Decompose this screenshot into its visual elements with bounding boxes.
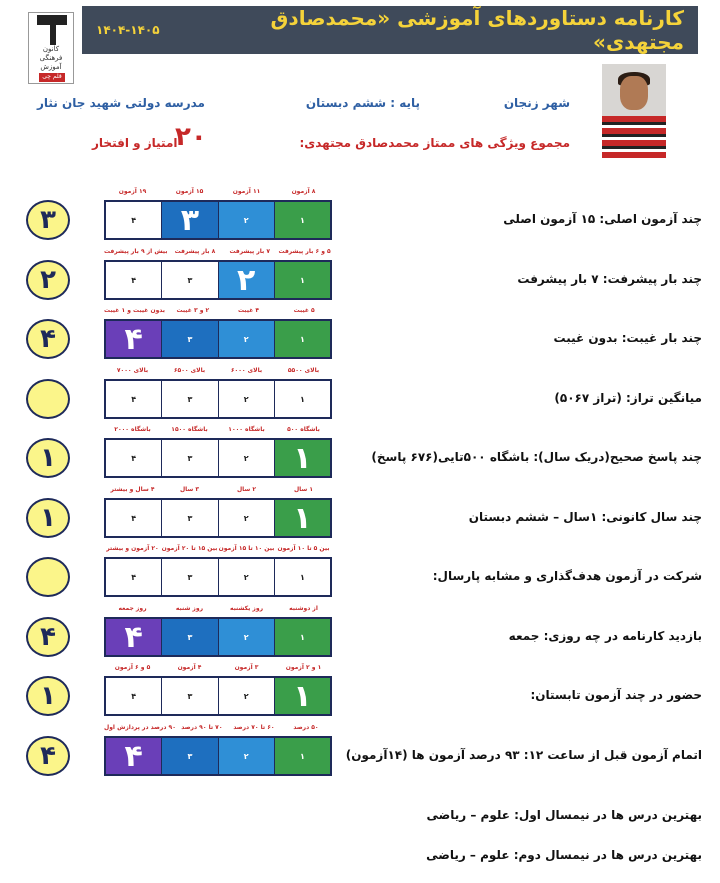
scale-label: بیش از ۹ بار پیشرفت bbox=[104, 248, 168, 255]
score-cell: ۱ bbox=[274, 262, 330, 298]
question-label: بازدید کارنامه در چه روزی: جمعه bbox=[508, 629, 702, 643]
scale-label: روز یکشنبه bbox=[229, 605, 264, 612]
row-scale-labels bbox=[104, 664, 332, 671]
scale-label: روز جمعه bbox=[118, 605, 147, 612]
score-cell: ۴ bbox=[106, 559, 161, 595]
score-cell: ۳ bbox=[161, 559, 217, 595]
graduation-cap-icon bbox=[37, 15, 67, 25]
title-bar bbox=[82, 6, 698, 54]
scale-label: بدون غیبت و ۱ غیبت bbox=[104, 307, 166, 314]
best-subjects-second: بهترین درس ها در نیمسال دوم: علوم – ریاضی bbox=[426, 848, 702, 862]
score-circle: ۲ bbox=[26, 260, 70, 300]
score-cell: ۱ bbox=[274, 738, 330, 774]
score-cell: ۲ bbox=[218, 500, 274, 536]
row-scale-labels bbox=[104, 307, 332, 314]
score-cell: ۱ bbox=[274, 559, 330, 595]
score-bar bbox=[104, 200, 332, 240]
score-cell: ۴ bbox=[106, 678, 161, 714]
row-scale-labels bbox=[104, 605, 332, 612]
score-cell-active: ۴ bbox=[106, 738, 161, 774]
score-cell: ۲ bbox=[218, 202, 274, 238]
score-cell: ۳ bbox=[161, 381, 217, 417]
scale-label: ۴ غیبت bbox=[237, 307, 260, 314]
score-cell-active: ۱ bbox=[274, 440, 330, 476]
scale-label: بالای ۵۵۰۰ bbox=[287, 367, 320, 374]
logo: کانون فرهنگی آموزش قلم چی bbox=[28, 12, 74, 84]
question-label: میانگین تراز: (تراز ۵۰۶۷) bbox=[554, 391, 702, 405]
page-title: کارنامه دستاوردهای آموزشی «محمدصادق مجتهدی» bbox=[270, 6, 684, 54]
question-label: چند بار غیبت: بدون غیبت bbox=[553, 331, 702, 345]
score-bar bbox=[104, 438, 332, 478]
scale-label: ۳ آزمون bbox=[234, 664, 259, 671]
row-scale-labels bbox=[104, 545, 332, 552]
score-cell: ۳ bbox=[161, 619, 217, 655]
score-cell: ۲ bbox=[218, 559, 274, 595]
total-score: ۲۰ bbox=[175, 122, 207, 152]
score-circle: ۱ bbox=[26, 676, 70, 716]
score-cell: ۳ bbox=[161, 500, 217, 536]
row-scale-labels bbox=[104, 724, 332, 731]
score-cell: ۱ bbox=[274, 619, 330, 655]
score-cell: ۳ bbox=[161, 321, 217, 357]
question-label: چند سال کانونی: ۱سال – ششم دبستان bbox=[468, 510, 702, 524]
score-bar bbox=[104, 736, 332, 776]
score-cell: ۲ bbox=[218, 440, 274, 476]
school-label: مدرسه دولتی شهید جان نثار bbox=[37, 96, 205, 110]
scale-label: ۲ و ۳ غیبت bbox=[176, 307, 210, 314]
scale-label: ۲ سال bbox=[236, 486, 257, 493]
row-scale-labels bbox=[104, 248, 332, 255]
score-cell: ۱ bbox=[274, 321, 330, 357]
scale-label: ۱۱ آزمون bbox=[232, 188, 261, 195]
score-bar bbox=[104, 260, 332, 300]
scale-label: ۴ سال و بیشتر bbox=[110, 486, 155, 493]
score-cell: ۲ bbox=[218, 321, 274, 357]
scale-label: ۹۰ درصد در پرداز‌ش اول bbox=[103, 724, 176, 731]
scale-label: از دوشنبه bbox=[289, 605, 318, 612]
score-cell: ۴ bbox=[106, 500, 161, 536]
question-label: اتمام آزمون قبل از ساعت ۱۲: ۹۳ درصد آزمون ها (۱۴آزمون) bbox=[345, 748, 702, 762]
score-circle: ۳ bbox=[26, 200, 70, 240]
score-circle: ۱ bbox=[26, 498, 70, 538]
score-bar bbox=[104, 557, 332, 597]
scale-label: باشگاه ۱۵۰۰ bbox=[171, 426, 208, 433]
city-label: شهر زنجان bbox=[503, 96, 570, 110]
score-bar bbox=[104, 379, 332, 419]
scale-label: باشگاه ۵۰۰ bbox=[287, 426, 320, 433]
scale-label: بالای ۷۰۰۰ bbox=[116, 367, 149, 374]
question-label: چند بار پیشرفت: ۷ بار پیشرفت bbox=[517, 272, 702, 286]
score-cell-active: ۱ bbox=[274, 500, 330, 536]
scale-label: ۴ آزمون bbox=[177, 664, 202, 671]
scale-label: ۵۰ درصد bbox=[293, 724, 319, 731]
score-cell: ۳ bbox=[161, 440, 217, 476]
score-bar bbox=[104, 498, 332, 538]
score-cell: ۳ bbox=[161, 678, 217, 714]
score-cell: ۳ bbox=[161, 738, 217, 774]
scale-label: ۲۰ آزمون و بیشتر bbox=[106, 545, 159, 552]
score-cell: ۲ bbox=[218, 381, 274, 417]
scale-label: ۸ بار پیشرفت bbox=[174, 248, 216, 255]
features-label: مجموع ویژگی های ممتاز محمدصادق مجتهدی: bbox=[299, 136, 570, 150]
score-bar bbox=[104, 319, 332, 359]
question-label: حضور در چند آزمون تابستان: bbox=[530, 688, 702, 702]
score-cell: ۴ bbox=[106, 381, 161, 417]
score-circle bbox=[26, 557, 70, 597]
score-circle: ۴ bbox=[26, 736, 70, 776]
score-cell-active: ۲ bbox=[218, 262, 274, 298]
score-cell-active: ۳ bbox=[161, 202, 217, 238]
score-circle: ۴ bbox=[26, 617, 70, 657]
score-circle: ۱ bbox=[26, 438, 70, 478]
scale-label: بین ۱۵ تا ۲۰ آزمون bbox=[161, 545, 218, 552]
scale-label: ۸ آزمون bbox=[291, 188, 316, 195]
score-cell-active: ۴ bbox=[106, 619, 161, 655]
score-cell: ۲ bbox=[218, 678, 274, 714]
score-bar bbox=[104, 617, 332, 657]
grade-label: پایه : ششم دبستان bbox=[305, 96, 420, 110]
score-cell: ۱ bbox=[274, 381, 330, 417]
scale-label: ۱ سال bbox=[293, 486, 314, 493]
score-cell: ۴ bbox=[106, 202, 161, 238]
scale-label: روز شنبه bbox=[175, 605, 204, 612]
year-range: ۱۴۰۴-۱۴۰۵ bbox=[96, 23, 160, 37]
score-cell: ۱ bbox=[274, 202, 330, 238]
question-label: چند پاسخ صحیح(دریک سال): باشگاه ۵۰۰تایی(۶۷۶ پاسخ) bbox=[371, 450, 702, 464]
scale-label: بالای ۶۰۰۰ bbox=[230, 367, 263, 374]
scale-label: ۱۵ آزمون bbox=[175, 188, 204, 195]
scale-label: ۱ و ۲ آزمون bbox=[285, 664, 322, 671]
scale-label: باشگاه ۱۰۰۰ bbox=[228, 426, 265, 433]
score-circle bbox=[26, 379, 70, 419]
score-circle: ۴ bbox=[26, 319, 70, 359]
score-cell: ۳ bbox=[161, 262, 217, 298]
row-scale-labels bbox=[104, 426, 332, 433]
scale-label: ۳ سال bbox=[179, 486, 200, 493]
scale-label: باشگاه ۲۰۰۰ bbox=[114, 426, 151, 433]
scale-label: ۷ بار پیشرفت bbox=[229, 248, 271, 255]
row-scale-labels bbox=[104, 188, 332, 195]
scale-label: ۵ و ۶ آزمون bbox=[114, 664, 151, 671]
scale-label: ۷۰ تا ۹۰ درصد bbox=[181, 724, 223, 731]
scale-label: ۵ و ۶ بار پیشرفت bbox=[278, 248, 331, 255]
score-cell-active: ۴ bbox=[106, 321, 161, 357]
question-label: چند آزمون اصلی: ۱۵ آزمون اصلی bbox=[503, 212, 702, 226]
scale-label: ۵ غیبت bbox=[293, 307, 315, 314]
score-cell-active: ۱ bbox=[274, 678, 330, 714]
score-cell: ۴ bbox=[106, 440, 161, 476]
best-subjects-first: بهترین درس ها در نیمسال اول: علوم – ریاضی bbox=[426, 808, 702, 822]
score-cell: ۴ bbox=[106, 262, 161, 298]
row-scale-labels bbox=[104, 367, 332, 374]
scale-label: ۱۹ آزمون bbox=[118, 188, 147, 195]
score-bar bbox=[104, 676, 332, 716]
scale-label: ۶۰ تا ۷۰ درصد bbox=[233, 724, 275, 731]
score-label: امتیاز و افتخار bbox=[92, 136, 178, 150]
score-cell: ۲ bbox=[218, 619, 274, 655]
student-photo bbox=[602, 64, 666, 158]
scale-label: بین ۵ تا ۱۰ آزمون bbox=[277, 545, 330, 552]
scale-label: بین ۱۰ تا ۱۵ آزمون bbox=[218, 545, 275, 552]
score-cell: ۲ bbox=[218, 738, 274, 774]
row-scale-labels bbox=[104, 486, 332, 493]
scale-label: بالای ۶۵۰۰ bbox=[173, 367, 206, 374]
question-label: شرکت در آزمون هدف‌گذاری و مشابه پارسال: bbox=[432, 569, 702, 583]
